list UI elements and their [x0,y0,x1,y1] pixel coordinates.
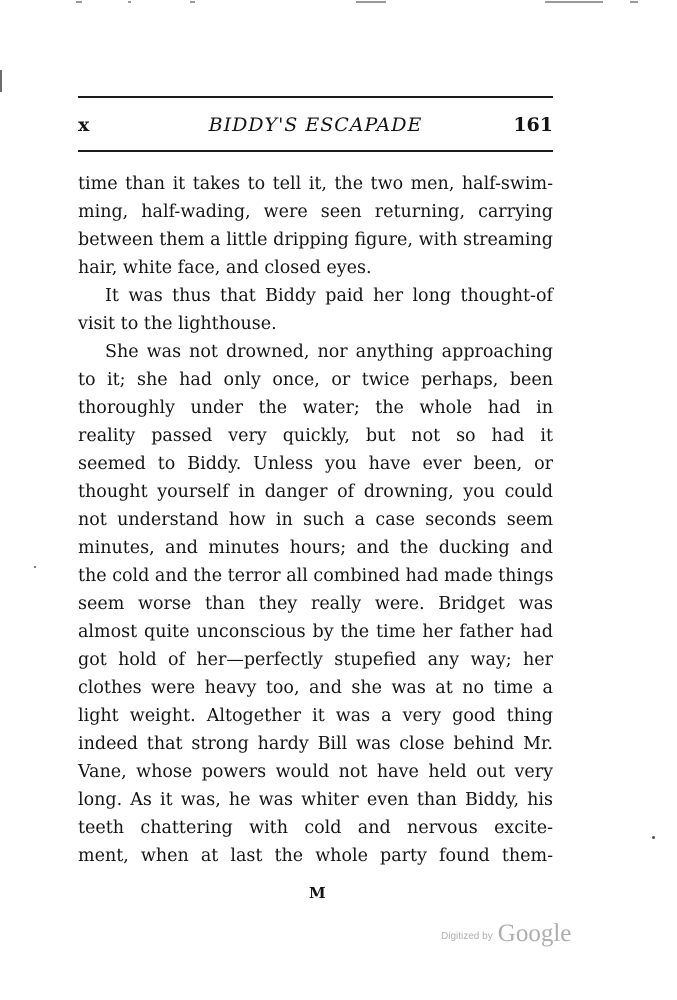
margin-speck [34,566,36,568]
text-line: time than it takes to tell it, the two men, half-swim- [78,174,553,194]
page-number: 161 [513,114,553,136]
header-bottom-rule [78,150,553,152]
text-line: between them a little dripping figure, with streaming [78,230,553,250]
watermark-brand: Google [497,920,572,947]
text-line: ment, when at last the whole party found them- [78,846,553,866]
text-line: light weight. Altogether it was a very good thing [78,706,553,726]
text-line: got hold of her—perfectly stupefied any way; her [78,650,553,670]
text-line: not understand how in such a case seconds seem [78,510,553,530]
text-line: seem worse than they really were. Bridget was [78,594,553,614]
text-line: to it; she had only once, or twice perhaps, been [78,370,553,390]
text-line: visit to the lighthouse. [78,314,277,334]
text-line: ming, half-wading, were seen returning, carrying [78,202,553,222]
text-line: She was not drowned, nor anything approaching [105,342,553,362]
margin-speck [652,836,655,839]
text-line: long. As it was, he was whiter even than Biddy, his [78,790,553,810]
top-edge-specks [0,0,677,8]
text-line: minutes, and minutes hours; and the ducking and [78,538,553,558]
text-line: indeed that strong hardy Bill was close behind Mr. [78,734,553,754]
text-line: hair, white face, and closed eyes. [78,258,372,278]
text-line: clothes were heavy too, and she was at no time a [78,678,553,698]
header-top-rule [78,96,553,98]
watermark-prefix: Digitized by [441,931,493,942]
running-title: BIDDY'S ESCAPADE [208,114,423,136]
text-line: teeth chattering with cold and nervous excite- [78,818,553,838]
running-header [78,110,553,140]
left-margin-mark [0,70,2,92]
text-line: thought yourself in danger of drowning, you could [78,482,553,502]
text-line: seemed to Biddy. Unless you have ever been, or [78,454,553,474]
text-line: the cold and the terror all combined had made things [78,566,554,586]
text-line: reality passed very quickly, but not so had it [78,426,553,446]
text-line: Vane, whose powers would not have held out very [78,762,553,782]
text-line: almost quite unconscious by the time her father had [78,622,553,642]
body-text [78,170,553,870]
signature-mark: M [309,884,326,902]
text-line: It was thus that Biddy paid her long thought-of [105,286,553,306]
chapter-number: x [78,114,90,136]
text-line: thoroughly under the water; the whole had in [78,398,553,418]
digitized-watermark [441,920,571,948]
